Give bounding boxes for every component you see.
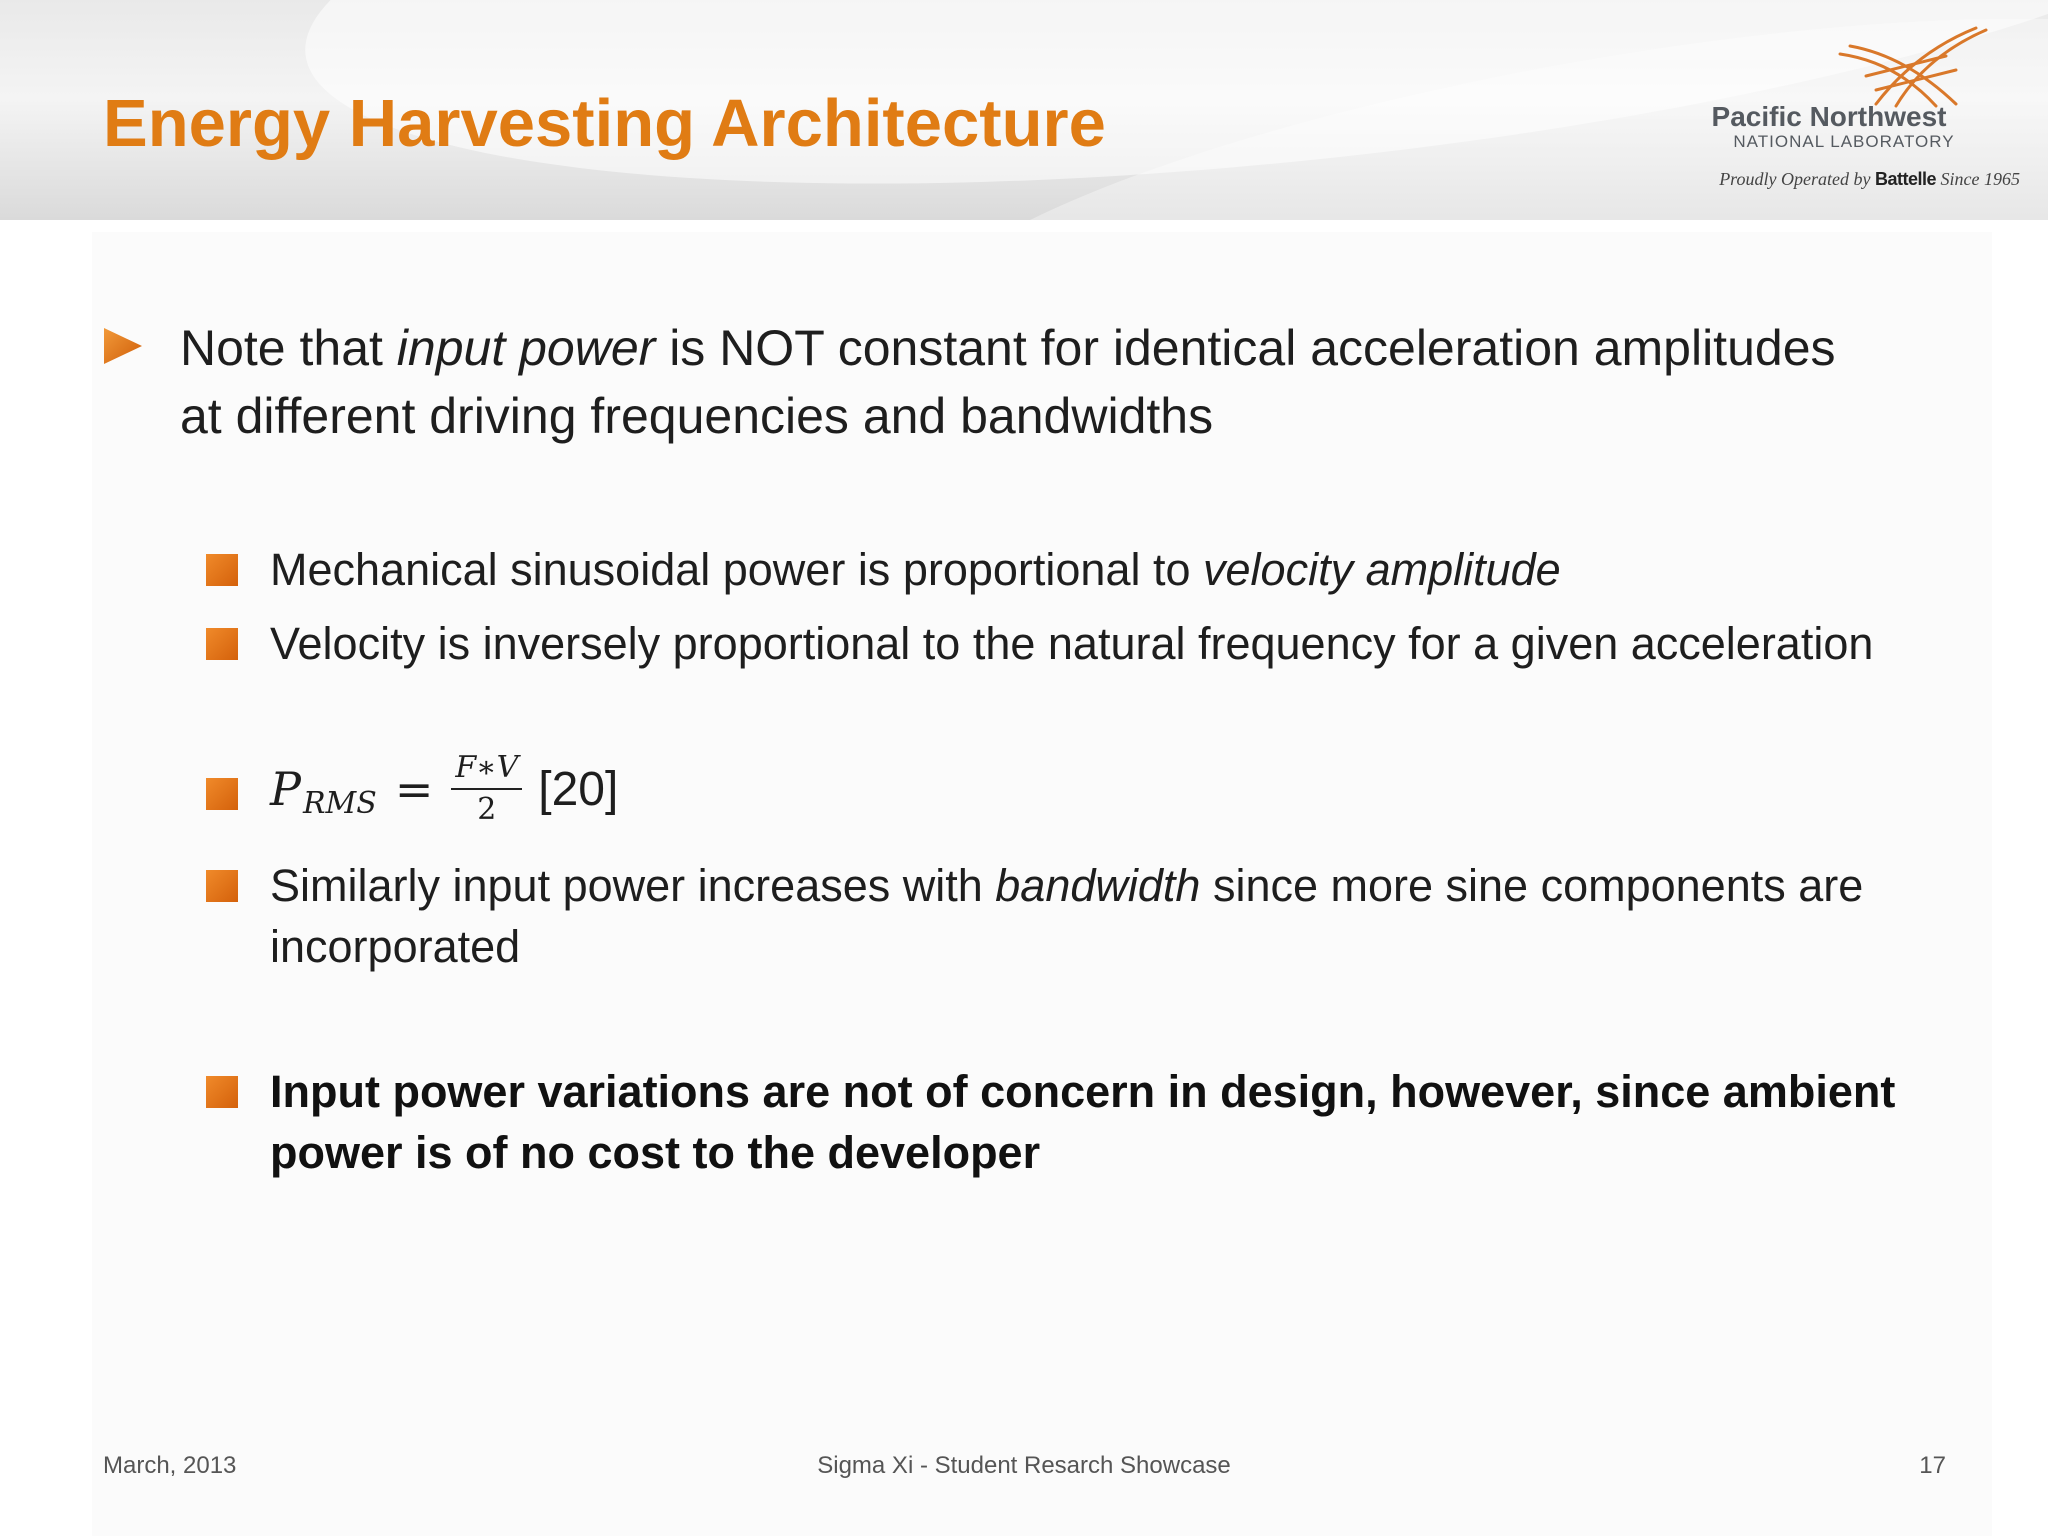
square-bullet-icon (206, 554, 238, 586)
square-bullet-icon (206, 1076, 238, 1108)
citation: [20] (538, 762, 619, 816)
sub-bullet-3-formula (270, 750, 1930, 828)
sub-bullet-2: Velocity is inversely proportional to the natural frequency for a given acceleration (270, 618, 1874, 669)
triangle-bullet-icon (104, 328, 142, 364)
sub-bullet-5: Input power variations are not of concern in design, however, since ambient power is of no cost to the developer (270, 1066, 1896, 1178)
main-bullet-text: Note that input power is NOT constant for identical acceleration amplitudes at different driving frequencies and bandwidths (180, 320, 1836, 444)
square-bullet-icon (206, 870, 238, 902)
footer-date: March, 2013 (103, 1452, 237, 1479)
logo-name: Pacific Northwest (1711, 101, 1947, 132)
fraction: $\frac{F∗V}{2}$ (451, 750, 522, 828)
sub-bullet-1: Mechanical sinusoidal power is proportional to velocity amplitude (270, 544, 1561, 595)
logo-subname: NATIONAL LABORATORY (1733, 132, 1955, 151)
pnnl-logo-icon (1836, 26, 1988, 108)
square-bullet-icon (206, 628, 238, 660)
logo-tagline: Proudly Operated by Battelle Since 1965 (1719, 169, 2020, 189)
sub-bullet-4: Similarly input power increases with bandwidth since more sine components are incorporated (270, 860, 1864, 972)
square-bullet-icon (206, 778, 238, 810)
slide-title: Energy Harvesting Architecture (103, 86, 1106, 161)
page-number: 17 (1919, 1452, 1946, 1479)
battelle-wordmark: Battelle (1874, 169, 1937, 189)
footer-event: Sigma Xi - Student Resarch Showcase (817, 1452, 1231, 1479)
slide-header (0, 0, 2048, 220)
prms-formula: P RMS = $\frac{F∗V}{2}$ [20] (270, 750, 619, 827)
